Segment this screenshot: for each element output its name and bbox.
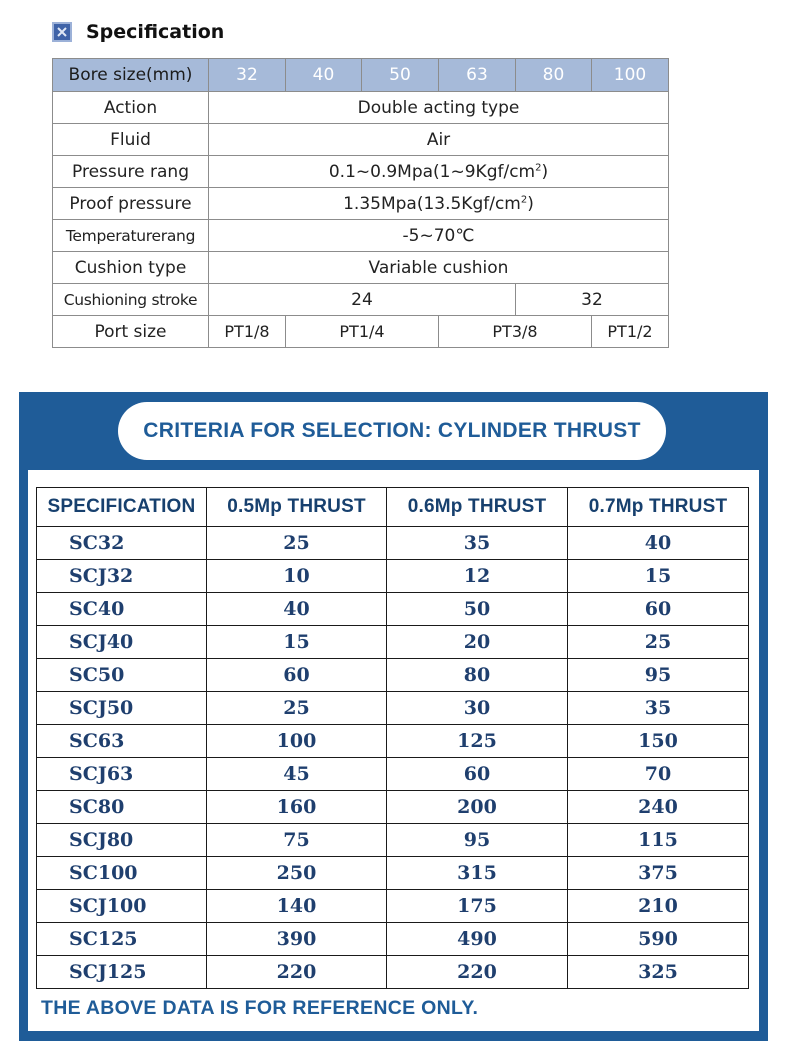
bore-size-cell: 63 — [439, 59, 516, 92]
table-row — [37, 626, 749, 659]
thrust-value-cell: 30 — [387, 692, 568, 725]
thrust-value-cell: 200 — [387, 791, 568, 824]
thrust-value-cell: 80 — [387, 659, 568, 692]
column-header: SPECIFICATION — [37, 488, 207, 527]
thrust-value-cell: 15 — [568, 560, 749, 593]
thrust-value-cell: 375 — [568, 857, 749, 890]
fluid-label: Fluid — [53, 124, 209, 156]
pressure-value-tail: ) — [541, 161, 549, 182]
thrust-value-cell: 35 — [568, 692, 749, 725]
thrust-value-cell: 115 — [568, 824, 749, 857]
proof-pressure-row — [53, 188, 669, 220]
thrust-table-body — [37, 527, 749, 989]
thrust-table — [36, 487, 749, 989]
thrust-value-cell: 25 — [568, 626, 749, 659]
bore-size-cell: 32 — [209, 59, 286, 92]
thrust-value-cell: 75 — [207, 824, 387, 857]
criteria-body — [28, 470, 759, 1031]
cushion-type-row — [53, 252, 669, 284]
proof-pressure-value-tail: ) — [527, 193, 534, 214]
model-cell: SC32 — [37, 527, 207, 560]
table-row — [37, 824, 749, 857]
thrust-value-cell: 95 — [387, 824, 568, 857]
cushion-type-value: Variable cushion — [209, 252, 669, 284]
thrust-value-cell: 175 — [387, 890, 568, 923]
port-size-value: PT1/2 — [592, 316, 669, 348]
column-header: 0.6Mp THRUST — [387, 488, 568, 527]
column-header: 0.7Mp THRUST — [568, 488, 749, 527]
temperature-label: Temperaturerang — [53, 220, 209, 252]
thrust-header-row — [37, 488, 749, 527]
proof-pressure-value-text: 1.35Mpa(13.5Kgf/cm — [343, 193, 521, 214]
model-cell: SC40 — [37, 593, 207, 626]
thrust-value-cell: 220 — [207, 956, 387, 989]
table-row — [37, 890, 749, 923]
model-cell: SC100 — [37, 857, 207, 890]
thrust-value-cell: 95 — [568, 659, 749, 692]
model-cell: SCJ100 — [37, 890, 207, 923]
specification-title: Specification — [86, 21, 225, 43]
bore-size-cell: 100 — [592, 59, 669, 92]
temperature-value: -5~70℃ — [209, 220, 669, 252]
model-cell: SCJ80 — [37, 824, 207, 857]
thrust-value-cell: 20 — [387, 626, 568, 659]
thrust-value-cell: 70 — [568, 758, 749, 791]
table-row — [37, 857, 749, 890]
pressure-row — [53, 156, 669, 188]
thrust-value-cell: 15 — [207, 626, 387, 659]
model-cell: SC80 — [37, 791, 207, 824]
thrust-value-cell: 240 — [568, 791, 749, 824]
model-cell: SCJ125 — [37, 956, 207, 989]
cushioning-stroke-label: Cushioning stroke — [53, 284, 209, 316]
table-row — [37, 956, 749, 989]
specification-table — [52, 58, 669, 348]
thrust-value-cell: 150 — [568, 725, 749, 758]
thrust-value-cell: 125 — [387, 725, 568, 758]
table-row — [37, 527, 749, 560]
thrust-value-cell: 325 — [568, 956, 749, 989]
temperature-row — [53, 220, 669, 252]
cushioning-stroke-value: 32 — [516, 284, 669, 316]
pressure-label: Pressure rang — [53, 156, 209, 188]
fluid-row — [53, 124, 669, 156]
pressure-value-text: 0.1~0.9Mpa(1~9Kgf/cm — [328, 161, 536, 182]
action-value: Double acting type — [209, 92, 669, 124]
port-size-value: PT3/8 — [439, 316, 592, 348]
cushioning-stroke-row — [53, 284, 669, 316]
criteria-title: CRITERIA FOR SELECTION: CYLINDER THRUST — [118, 402, 666, 460]
thrust-value-cell: 25 — [207, 527, 387, 560]
thrust-value-cell: 40 — [568, 527, 749, 560]
table-row — [37, 791, 749, 824]
bore-size-cell: 50 — [362, 59, 439, 92]
thrust-value-cell: 10 — [207, 560, 387, 593]
cushion-type-label: Cushion type — [53, 252, 209, 284]
model-cell: SCJ50 — [37, 692, 207, 725]
thrust-value-cell: 390 — [207, 923, 387, 956]
thrust-value-cell: 25 — [207, 692, 387, 725]
reference-note: THE ABOVE DATA IS FOR REFERENCE ONLY. — [41, 997, 479, 1019]
thrust-value-cell: 60 — [568, 593, 749, 626]
port-size-value: PT1/8 — [209, 316, 286, 348]
proof-pressure-label: Proof pressure — [53, 188, 209, 220]
action-row — [53, 92, 669, 124]
thrust-value-cell: 250 — [207, 857, 387, 890]
table-row — [37, 758, 749, 791]
thrust-value-cell: 60 — [387, 758, 568, 791]
port-size-label: Port size — [53, 316, 209, 348]
thrust-value-cell: 220 — [387, 956, 568, 989]
model-cell: SCJ32 — [37, 560, 207, 593]
thrust-value-cell: 590 — [568, 923, 749, 956]
thrust-value-cell: 140 — [207, 890, 387, 923]
thrust-value-cell: 100 — [207, 725, 387, 758]
column-header: 0.5Mp THRUST — [207, 488, 387, 527]
model-cell: SC50 — [37, 659, 207, 692]
proof-pressure-unit-exponent: 2 — [520, 193, 528, 205]
table-row — [37, 923, 749, 956]
bore-size-cell: 80 — [516, 59, 592, 92]
pressure-value — [209, 156, 669, 188]
model-cell: SC63 — [37, 725, 207, 758]
thrust-value-cell: 50 — [387, 593, 568, 626]
table-row — [37, 692, 749, 725]
thrust-value-cell: 60 — [207, 659, 387, 692]
criteria-panel — [19, 392, 768, 1041]
table-row — [37, 725, 749, 758]
thrust-value-cell: 315 — [387, 857, 568, 890]
table-row — [37, 560, 749, 593]
thrust-value-cell: 45 — [207, 758, 387, 791]
fluid-value: Air — [209, 124, 669, 156]
pressure-unit-exponent: 2 — [535, 161, 542, 173]
specification-header — [52, 18, 224, 46]
model-cell: SC125 — [37, 923, 207, 956]
bore-size-label: Bore size(mm) — [53, 59, 209, 92]
model-cell: SCJ40 — [37, 626, 207, 659]
port-size-row — [53, 316, 669, 348]
port-size-value: PT1/4 — [286, 316, 439, 348]
thrust-value-cell: 490 — [387, 923, 568, 956]
action-label: Action — [53, 92, 209, 124]
model-cell: SCJ63 — [37, 758, 207, 791]
thrust-value-cell: 210 — [568, 890, 749, 923]
close-box-icon — [52, 22, 72, 42]
cushioning-stroke-value: 24 — [209, 284, 516, 316]
proof-pressure-value — [209, 188, 669, 220]
table-row — [37, 593, 749, 626]
thrust-value-cell: 12 — [387, 560, 568, 593]
thrust-value-cell: 35 — [387, 527, 568, 560]
thrust-value-cell: 40 — [207, 593, 387, 626]
bore-size-cell: 40 — [286, 59, 362, 92]
bore-size-row — [53, 59, 669, 92]
thrust-value-cell: 160 — [207, 791, 387, 824]
table-row — [37, 659, 749, 692]
